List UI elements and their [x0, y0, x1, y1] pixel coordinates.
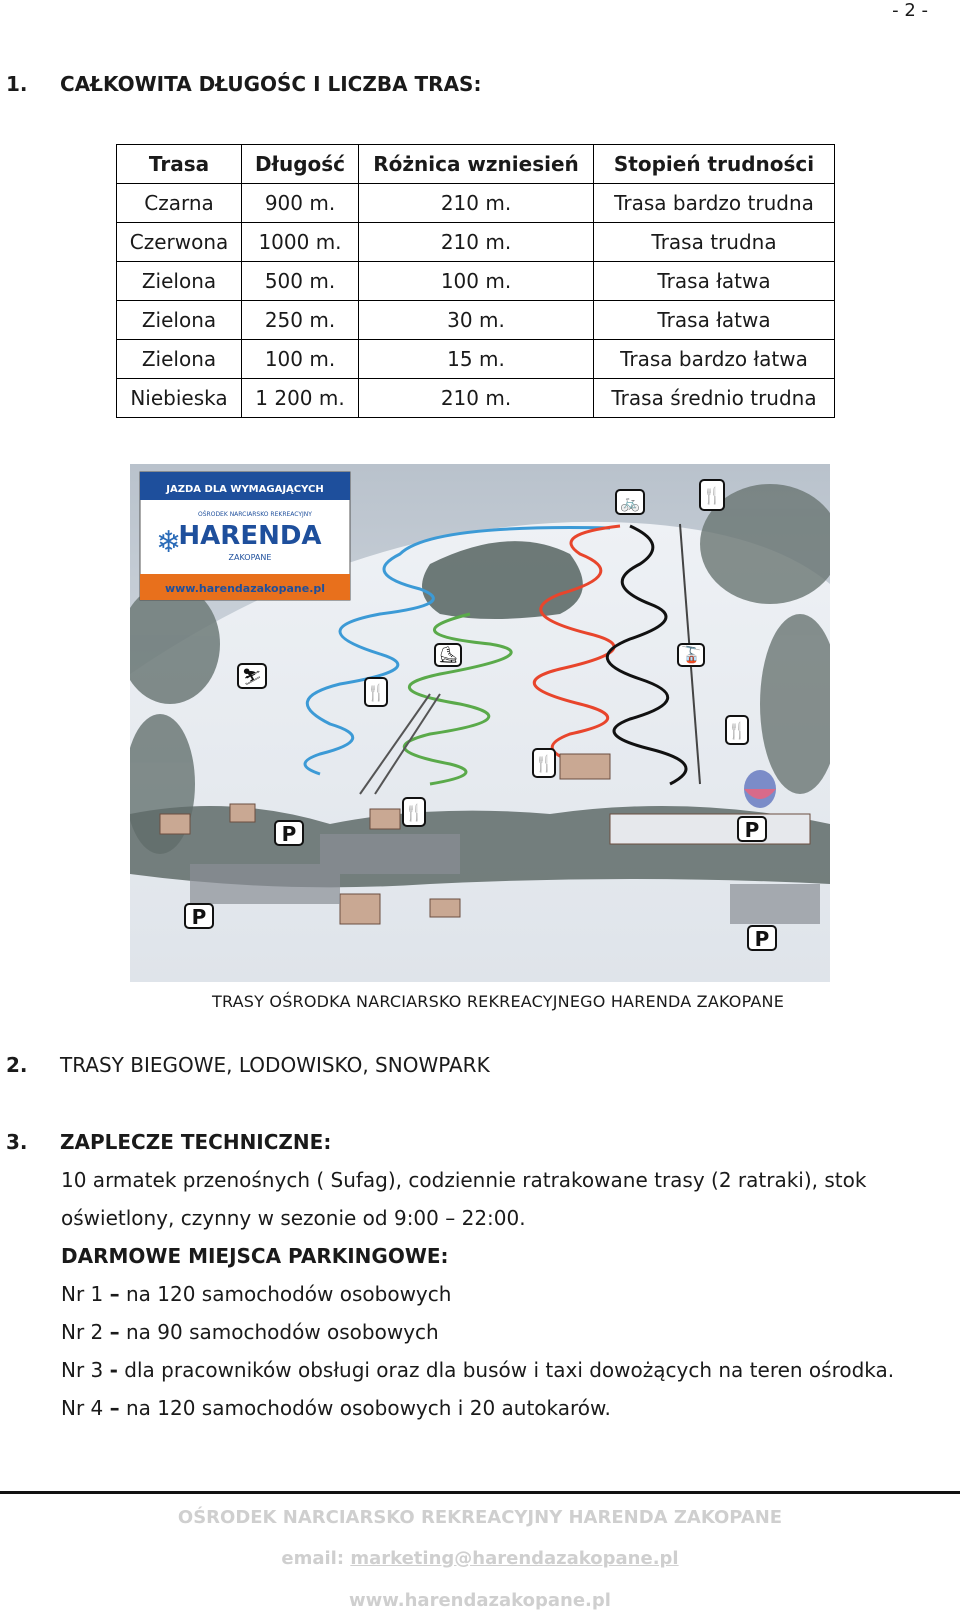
- cell-stopien: Trasa łatwa: [594, 301, 835, 340]
- restaurant-icon: 🍴: [534, 754, 554, 773]
- section-2-heading: [6, 1053, 490, 1077]
- table-header-row: [117, 145, 835, 184]
- svg-text:P: P: [754, 927, 770, 951]
- header-stopien: Stopień trudności: [594, 145, 835, 184]
- parking-nr: Nr 2: [61, 1320, 104, 1344]
- parking-item: [61, 1358, 894, 1382]
- cell-stopien: Trasa bardzo trudna: [594, 184, 835, 223]
- restaurant-icon: 🍴: [404, 803, 424, 822]
- parking-sep: -: [109, 1358, 118, 1382]
- parking-text: na 120 samochodów osobowych i 20 autokarów.: [125, 1396, 611, 1420]
- restaurant-icon: 🍴: [366, 683, 386, 702]
- cell-dlugosc: 250 m.: [242, 301, 359, 340]
- parking-nr: Nr 4: [61, 1396, 104, 1420]
- cell-dlugosc: 1 200 m.: [242, 379, 359, 418]
- footer-email-link[interactable]: marketing@harendazakopane.pl: [350, 1548, 679, 1569]
- header-roznica: Różnica wzniesień: [359, 145, 594, 184]
- parking-text: na 120 samochodów osobowych: [125, 1282, 452, 1306]
- tech-line-1: 10 armatek przenośnych ( Sufag), codziennie ratrakowane trasy (2 ratraki), stok: [61, 1168, 867, 1192]
- section-3-title: ZAPLECZE TECHNICZNE:: [60, 1130, 332, 1154]
- cell-trasa: Zielona: [117, 340, 242, 379]
- footer-email-label: email:: [281, 1548, 345, 1569]
- table-row: [117, 223, 835, 262]
- billboard-url: www.harendazakopane.pl: [164, 582, 326, 595]
- parking-sep: –: [109, 1396, 120, 1420]
- cell-roznica: 210 m.: [359, 184, 594, 223]
- ski-trail-map: [130, 464, 830, 982]
- parking-nr: Nr 1: [61, 1282, 104, 1306]
- parking-sign-3: [738, 817, 766, 842]
- parking-sign-2: [185, 904, 213, 929]
- section-1-number: 1.: [6, 72, 28, 96]
- section-2-title: TRASY BIEGOWE, LODOWISKO, SNOWPARK: [60, 1053, 490, 1077]
- cell-roznica: 100 m.: [359, 262, 594, 301]
- parking-text: na 90 samochodów osobowych: [125, 1320, 439, 1344]
- restaurant-icon: 🍴: [702, 486, 722, 505]
- table-row: [117, 340, 835, 379]
- section-3-number: 3.: [6, 1130, 28, 1154]
- chairlift-icon: 🚡: [681, 645, 701, 664]
- cell-trasa: Czarna: [117, 184, 242, 223]
- cell-dlugosc: 900 m.: [242, 184, 359, 223]
- parking-item: [61, 1320, 439, 1344]
- snowflake-icon: ❄: [156, 525, 182, 560]
- parking-item: [61, 1396, 611, 1420]
- header-trasa: Trasa: [117, 145, 242, 184]
- footer-divider: [0, 1491, 960, 1494]
- harenda-billboard: [140, 472, 350, 600]
- footer-email-line: [0, 1548, 960, 1569]
- trails-table: [116, 144, 835, 418]
- billboard-city: ZAKOPANE: [228, 553, 272, 562]
- parking-title: DARMOWE MIEJSCA PARKINGOWE:: [61, 1244, 449, 1268]
- parking-nr: Nr 3: [61, 1358, 104, 1382]
- cell-stopien: Trasa łatwa: [594, 262, 835, 301]
- billboard-top-text: JAZDA DLA WYMAGAJĄCYCH: [166, 484, 324, 495]
- svg-text:P: P: [744, 818, 760, 842]
- restaurant-icon: 🍴: [727, 721, 747, 740]
- parking-sign-1: [275, 821, 303, 846]
- section-1-title: CAŁKOWITA DŁUGOŚC I LICZBA TRAS:: [60, 72, 482, 96]
- cell-trasa: Zielona: [117, 262, 242, 301]
- bicycle-icon: 🚲: [620, 493, 640, 512]
- tech-line-2: oświetlony, czynny w sezonie od 9:00 – 22:00.: [61, 1206, 526, 1230]
- billboard-brand: HARENDA: [178, 521, 322, 551]
- svg-text:P: P: [191, 905, 207, 929]
- cell-dlugosc: 100 m.: [242, 340, 359, 379]
- cell-dlugosc: 1000 m.: [242, 223, 359, 262]
- map-caption: TRASY OŚRODKA NARCIARSKO REKREACYJNEGO HARENDA ZAKOPANE: [212, 992, 785, 1011]
- section-2-number: 2.: [6, 1053, 28, 1077]
- table-row: [117, 301, 835, 340]
- table-row: [117, 184, 835, 223]
- parking-sep: –: [109, 1282, 120, 1306]
- cell-stopien: Trasa trudna: [594, 223, 835, 262]
- section-1-heading: [6, 72, 481, 96]
- parking-item: [61, 1282, 451, 1306]
- page-number: - 2 -: [892, 0, 928, 21]
- footer-website[interactable]: www.harendazakopane.pl: [349, 1590, 611, 1611]
- cell-trasa: Niebieska: [117, 379, 242, 418]
- cell-roznica: 15 m.: [359, 340, 594, 379]
- cell-roznica: 210 m.: [359, 223, 594, 262]
- table-row: [117, 379, 835, 418]
- cell-dlugosc: 500 m.: [242, 262, 359, 301]
- table-row: [117, 262, 835, 301]
- svg-text:P: P: [281, 822, 297, 846]
- parking-text: dla pracowników obsługi oraz dla busów i taxi dowożących na teren ośrodka.: [124, 1358, 895, 1382]
- cell-stopien: Trasa średnio trudna: [594, 379, 835, 418]
- billboard-sub-text: OŚRODEK NARCIARSKO REKREACYJNY: [198, 511, 312, 518]
- parking-sign-4: [748, 926, 776, 951]
- footer-org: OŚRODEK NARCIARSKO REKREACYJNY HARENDA ZAKOPANE: [177, 1507, 783, 1528]
- cell-roznica: 30 m.: [359, 301, 594, 340]
- cell-trasa: Czerwona: [117, 223, 242, 262]
- hot-air-balloon: [744, 770, 776, 808]
- ski-lift-icon: ⛸: [437, 645, 459, 664]
- cell-roznica: 210 m.: [359, 379, 594, 418]
- cell-trasa: Zielona: [117, 301, 242, 340]
- parking-sep: –: [109, 1320, 120, 1344]
- ski-school-icon: ⛷: [241, 667, 263, 686]
- section-3-heading: [6, 1130, 331, 1154]
- header-dlugosc: Długość: [242, 145, 359, 184]
- cell-stopien: Trasa bardzo łatwa: [594, 340, 835, 379]
